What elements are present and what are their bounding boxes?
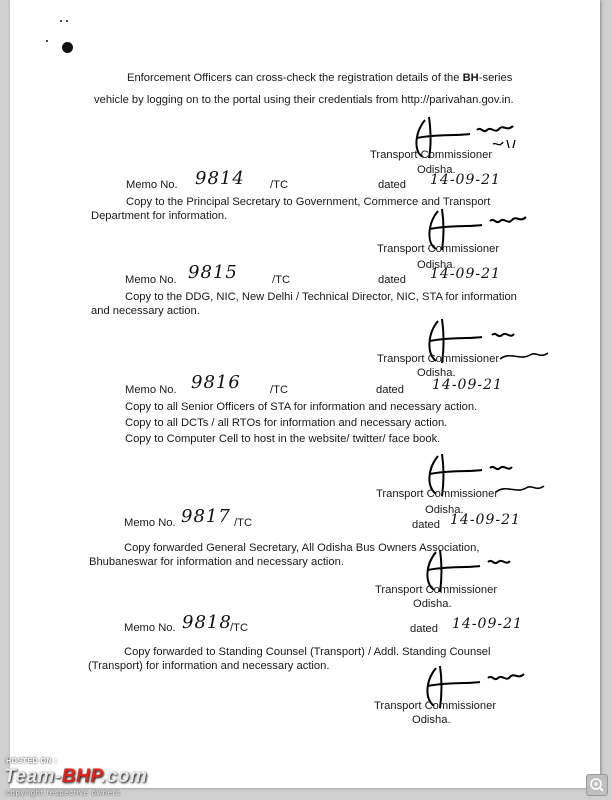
memo-label: Memo No. [125,274,177,286]
watermark-copyright: copyright respective owners [6,788,121,797]
punch-mark [62,42,73,53]
memo-number: 9814 [195,168,245,189]
memo-suffix: /TC [234,517,253,529]
zoom-button[interactable] [586,774,608,796]
speck-mark [46,40,48,42]
memo-date: 14-09-21 [450,512,521,528]
memo-date: 14-09-21 [432,377,503,393]
sig-place: Odisha. [417,164,456,176]
memo-label: Memo No. [125,384,177,396]
site-watermark [4,758,194,798]
intro-line-1: Enforcement Officers can cross-check the registration details of the BH-series [127,72,513,84]
intro-line-2: vehicle by logging on to the portal using their credentials from http://parivahan.gov.in. [94,94,514,106]
sig-title: Transport Commissioner [377,243,500,255]
memo-suffix: /TC [230,622,249,634]
speck-mark [60,20,62,22]
memo-line: Department for information. [91,210,228,222]
sig-title: Transport Commissioner [375,584,498,596]
memo-dated-label: dated [378,179,406,191]
speck-mark [66,20,68,22]
sig-title: Transport Commissioner [374,700,497,712]
memo-dated-label: dated [376,384,404,396]
memo-date: 14-09-21 [430,172,501,188]
memo-number: 9818 [182,612,232,633]
memo-dated-label: dated [410,623,438,635]
memo-line: Bhubaneswar for information and necessary action. [89,556,344,568]
sig-title: Transport Commissioner [376,488,499,500]
sig-place: Odisha. [413,598,452,610]
memo-line: (Transport) for information and necessary action. [88,660,330,672]
memo-dated-label: dated [378,274,406,286]
sig-title: Transport Commissioner [370,149,493,161]
memo-label: Memo No. [126,179,178,191]
sig-place: Odisha. [425,504,464,516]
memo-line: and necessary action. [91,305,200,317]
memo-number: 9816 [191,372,241,393]
memo-suffix: /TC [270,384,289,396]
memo-date: 14-09-21 [430,266,501,282]
magnifier-icon [587,775,607,795]
memo-number: 9817 [181,506,231,527]
watermark-hosted-label: HOSTED ON : [6,758,58,765]
memo-dated-label: dated [412,519,440,531]
memo-line: Copy to Computer Cell to host in the website/ twitter/ face book. [125,433,441,445]
memo-suffix: /TC [270,179,289,191]
sig-place: Odisha. [417,259,456,271]
memo-line: Copy to all Senior Officers of STA for information and necessary action. [125,401,478,413]
memo-number: 9815 [188,262,238,283]
sig-place: Odisha. [417,367,456,379]
memo-label: Memo No. [124,622,176,634]
sig-title: Transport Commissioner [377,353,500,365]
sig-place: Odisha. [412,714,451,726]
document-page [10,0,600,788]
memo-label: Memo No. [124,517,176,529]
watermark-logo: Team-BHP.com [4,766,148,787]
memo-suffix: /TC [272,274,291,286]
memo-date: 14-09-21 [452,616,523,632]
memo-line: Copy forwarded General Secretary, All Odisha Bus Owners Association, [124,542,480,554]
memo-line: Copy to the Principal Secretary to Government, Commerce and Transport [126,196,491,208]
memo-line: Copy to all DCTs / all RTOs for information and necessary action. [125,417,448,429]
memo-line: Copy to the DDG, NIC, New Delhi / Technical Director, NIC, STA for information [125,291,517,303]
memo-line: Copy forwarded to Standing Counsel (Transport) / Addl. Standing Counsel [124,646,491,658]
